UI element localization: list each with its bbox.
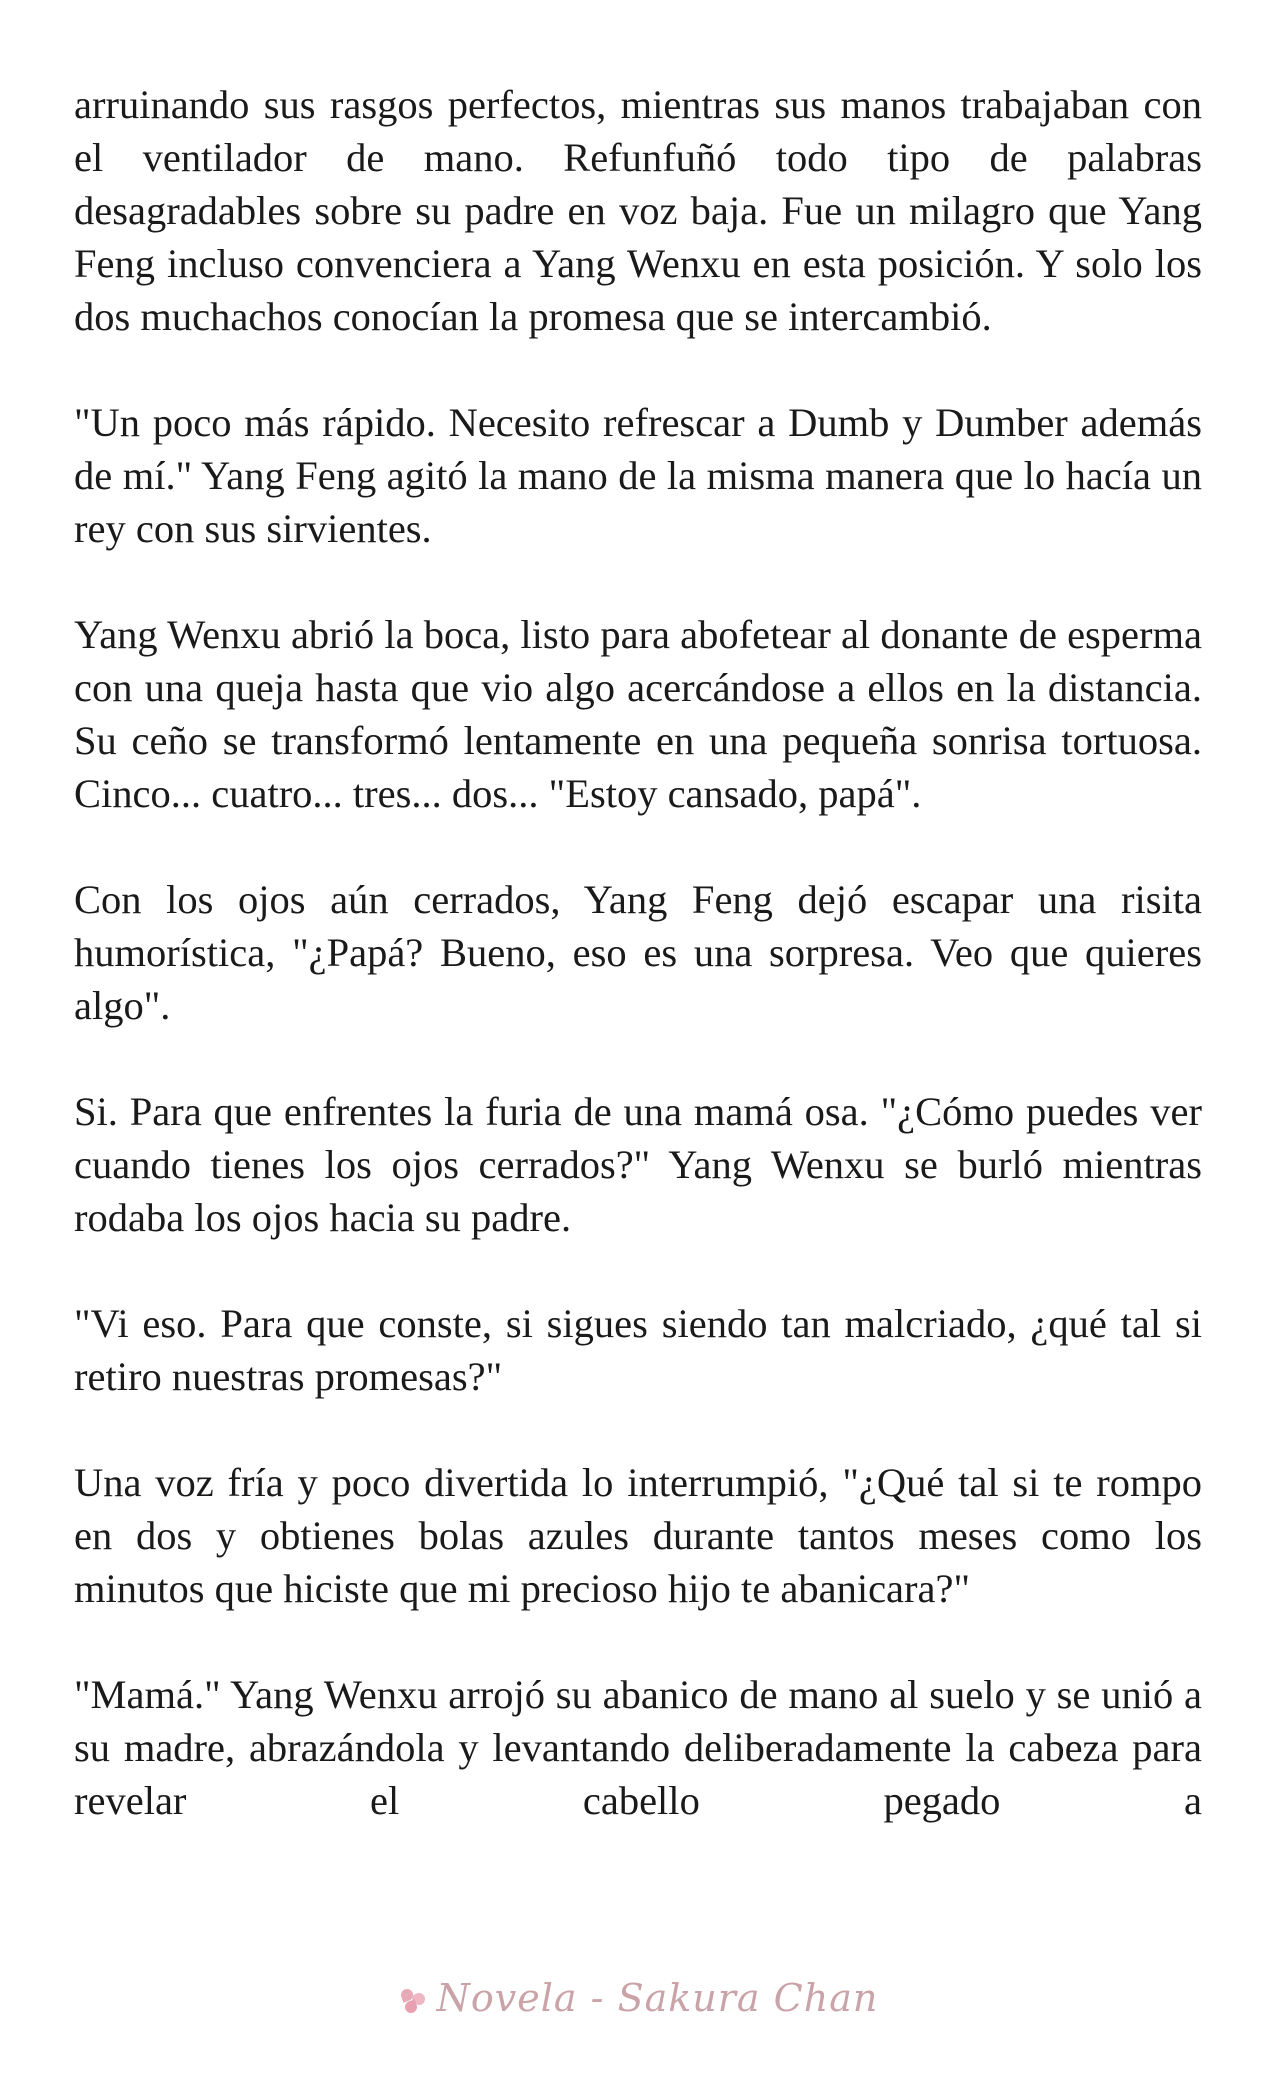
paragraph-5: Si. Para que enfrentes la furia de una mamá osa. "¿Cómo puedes ver cuando tienes los ojos cerrados?" Yang Wenxu se burló mientras rodaba los ojos hacia su padre. xyxy=(74,1089,1202,1240)
sakura-flower-icon xyxy=(397,1987,431,2017)
watermark xyxy=(0,1976,1275,2020)
paragraph-2: "Un poco más rápido. Necesito refrescar a Dumb y Dumber además de mí." Yang Feng agitó la mano de la misma manera que lo hacía un rey con sus sirvientes. xyxy=(74,400,1202,551)
chapter-text xyxy=(74,78,1202,1827)
paragraph-8: "Mamá." Yang Wenxu arrojó su abanico de mano al suelo y se unió a su madre, abrazándola y levantando deliberadamente la cabeza para revelar el cabello pegado a xyxy=(74,1672,1202,1823)
watermark-text: Novela - Sakura Chan xyxy=(436,1976,879,2020)
paragraph-3: Yang Wenxu abrió la boca, listo para abofetear al donante de esperma con una queja hasta que vio algo acercándose a ellos en la distancia. Su ceño se transformó lentamente en una pequeña sonrisa tortuosa. Cinco... cuatro... tres... dos... "Estoy cansado, papá". xyxy=(74,612,1202,816)
paragraph-4: Con los ojos aún cerrados, Yang Feng dejó escapar una risita humorística, "¿Papá? Bueno, eso es una sorpresa. Veo que quieres algo". xyxy=(74,877,1202,1028)
paragraph-6: "Vi eso. Para que conste, si sigues siendo tan malcriado, ¿qué tal si retiro nuestras promesas?" xyxy=(74,1301,1202,1399)
paragraph-1: arruinando sus rasgos perfectos, mientras sus manos trabajaban con el ventilador de mano. Refunfuñó todo tipo de palabras desagradables sobre su padre en voz baja. Fue un milagro que Yang Feng incluso convenciera a Yang Wenxu en esta posición. Y solo los dos muchachos conocían la promesa que se intercambió. xyxy=(74,82,1202,339)
paragraph-7: Una voz fría y poco divertida lo interrumpió, "¿Qué tal si te rompo en dos y obtienes bolas azules durante tantos meses como los minutos que hiciste que mi precioso hijo te abanicara?" xyxy=(74,1460,1202,1611)
